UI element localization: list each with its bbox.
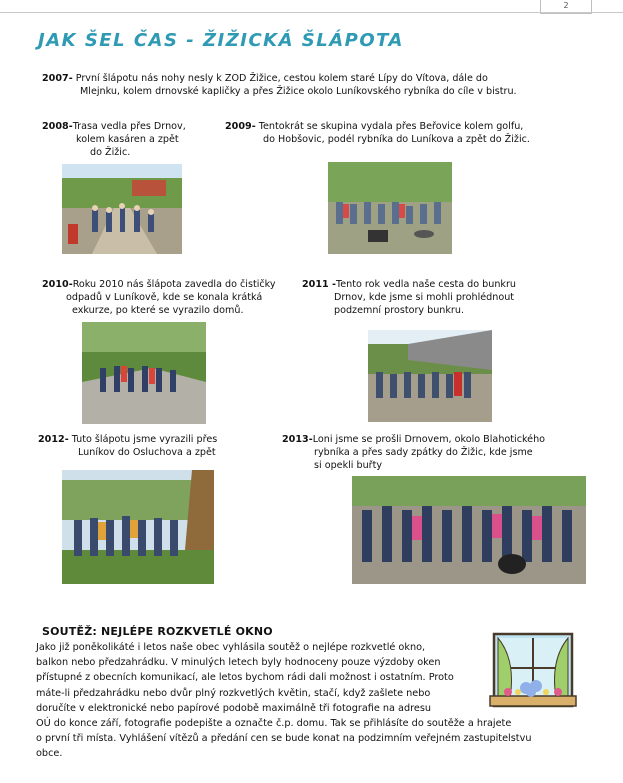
entry-2012 xyxy=(38,433,278,459)
entry-2009 xyxy=(225,120,605,146)
header-rule xyxy=(0,12,623,13)
entry-text: do Hobšovic, podél rybníka do Luníkova a zpět do Žižic. xyxy=(263,134,530,145)
contest-line: máte-li předzahrádku nebo dvůr plný rozkvetlých květin, stačí, když zašlete nebo xyxy=(36,687,431,699)
contest-line: doručíte v elektronické nebo papírové podobě maximálně tři fotografie na adresu xyxy=(36,702,432,714)
window-icon xyxy=(488,630,578,718)
entry-text: Tuto šlápotu jsme vyrazili přes xyxy=(68,434,218,445)
entry-text: Drnov, kde jsme si mohli prohlédnout xyxy=(334,292,515,303)
entry-text: odpadů v Luníkově, kde se konala krátká xyxy=(66,292,263,303)
entry-text: Luníkov do Osluchova a zpět xyxy=(78,447,216,458)
entry-text: První šlápotu nás nohy nesly k ZOD Žižice, cestou kolem staré Lípy do Vítova, dále do xyxy=(72,73,488,84)
photo-2009 xyxy=(328,162,452,254)
contest-line: obce. xyxy=(36,748,63,760)
entry-2008 xyxy=(42,120,242,159)
photo-2012 xyxy=(62,470,214,584)
year-label: 2012- xyxy=(38,434,69,445)
entry-text: Loni jsme se prošli Drnovem, okolo Blahotického xyxy=(312,434,546,445)
contest-line: Jako již poněkolikáté i letos naše obec vyhlásila soutěž o nejlépe rozkvetlé okno, xyxy=(36,642,426,653)
contest-paragraph xyxy=(36,640,532,762)
entry-text: rybníka a přes sady zpátky do Žižic, kde jsme xyxy=(314,447,533,458)
entry-text: si opekli buřty xyxy=(314,460,383,471)
contest-line: OÚ do konce září, fotografie podepište a označte č.p. domu. Tak se přihlásíte do soutěže a hrajete xyxy=(36,718,512,730)
entry-text: Roku 2010 nás šlápota zavedla do čističky xyxy=(72,279,276,290)
entry-text: Tentokrát se skupina vydala přes Beřovice kolem golfu, xyxy=(255,121,524,132)
entry-2010 xyxy=(42,278,302,317)
entry-2011 xyxy=(302,278,602,317)
photo-2013 xyxy=(352,476,586,584)
entry-2013 xyxy=(282,433,602,472)
year-label: 2013- xyxy=(282,434,313,445)
contest-line: balkon nebo předzahrádku. V minulých letech byly hodnoceny pouze výzdoby oken xyxy=(36,657,441,669)
entry-text: Tento rok vedla naše cesta do bunkru xyxy=(336,279,517,290)
entry-text: do Žižic. xyxy=(90,147,131,158)
page-number: 2 xyxy=(540,0,592,14)
year-label: 2009- xyxy=(225,121,256,132)
photo-2010 xyxy=(82,322,206,424)
year-label: 2011 - xyxy=(302,279,337,290)
flower-window-illustration xyxy=(488,630,578,718)
contest-line: přístupné z obecních komunikací, ale letos bychom rádi dali možnost i ostatním. Proto xyxy=(36,672,454,684)
photo-2008 xyxy=(62,164,182,254)
year-label: 2008- xyxy=(42,121,73,132)
entry-text: podzemní prostory bunkru. xyxy=(334,305,465,316)
contest-line: o první tři místa. Vyhlášení vítězů a předání cen se bude konat na podzimním veřejném zastupitelstvu xyxy=(36,733,532,745)
year-label: 2010- xyxy=(42,279,73,290)
entry-2007 xyxy=(42,72,582,98)
entry-text: Trasa vedla přes Drnov, xyxy=(72,121,186,132)
year-label: 2007- xyxy=(42,73,73,84)
photo-2011 xyxy=(368,330,492,422)
page-title: JAK ŠEL ČAS - ŽIŽICKÁ ŠLÁPOTA xyxy=(38,30,404,51)
entry-text: Mlejnku, kolem drnovské kapličky a přes Žižice okolo Luníkovského rybníka do cíle v bistru. xyxy=(80,86,517,97)
entry-text: exkurze, po které se vyrazilo domů. xyxy=(72,305,244,316)
entry-text: kolem kasáren a zpět xyxy=(76,134,179,145)
contest-heading: SOUTĚŽ: NEJLÉPE ROZKVETLÉ OKNO xyxy=(42,625,273,638)
